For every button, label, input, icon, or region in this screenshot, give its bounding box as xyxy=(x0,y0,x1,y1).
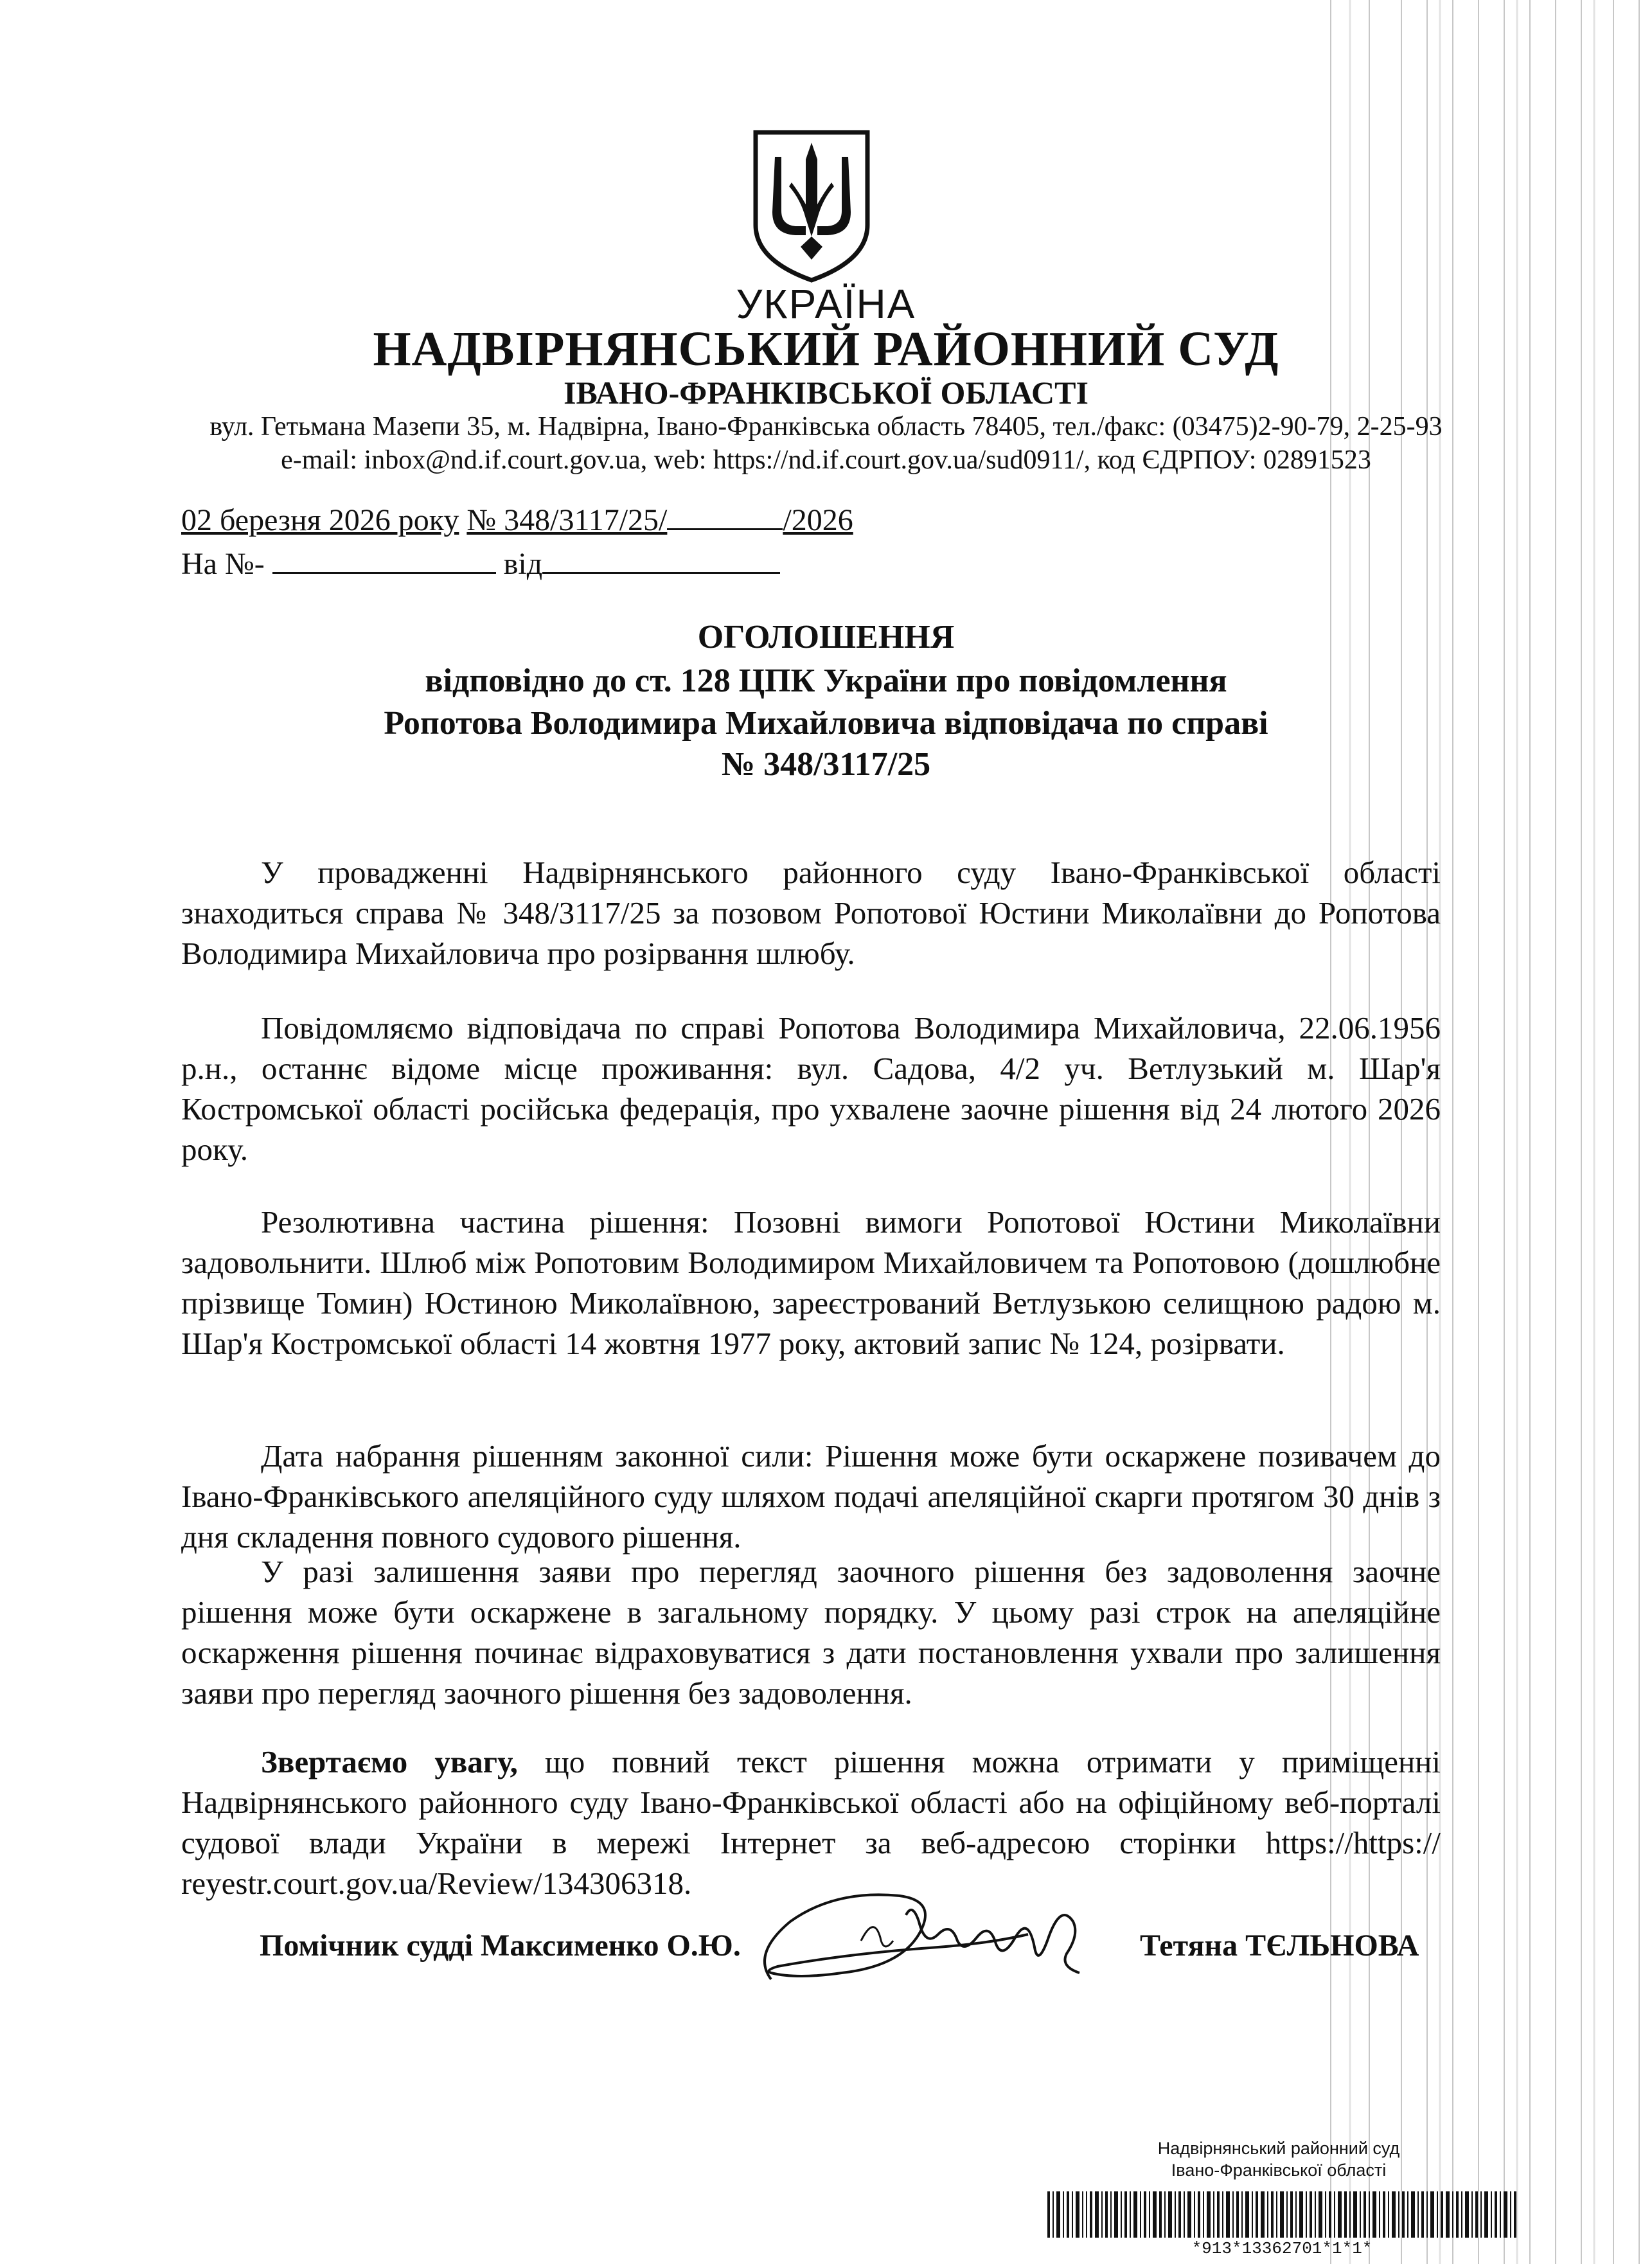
incoming-reference-line xyxy=(181,546,780,582)
paragraph-case: У провадженні Надвірнянського районного суду Івано-Франківської області знаходиться справа № 348/3117/25 за позовом Ропотової Юстини Миколаївни до Ропотова Володимира Михайловича про розірвання шлюбу. xyxy=(181,855,1441,971)
paragraph-defendant-notice: Повідомляємо відповідача по справі Ропотова Володимира Михайловича, 22.06.1956 р.н., останнє відоме місце проживання: вул. Садова, 4/2 уч. Ветлузький м. Шар'я Костромської області російська федерація, про ухвалене заочне рішення від 24 лютого 2026 року. xyxy=(181,1010,1441,1167)
paragraph-effective-date: Дата набрання рішенням законної сили: Рішення може бути оскаржене позивачем до Івано-Франківського апеляційного суду шляхом подачі апеляційної скарги протягом 30 днів з дня складення повного судового рішення. xyxy=(181,1438,1441,1555)
paragraph-resolution: Резолютивна частина рішення: Позовні вимоги Ропотової Юстини Миколаївни задовольнити. Шлюб між Ропотовим Володимиром Михайловичем та Ропотовою (дошлюбне прізвище Томин) Юстиною Миколаївною, зареєстрований Ветлузькою селищною радою м. Шар'я Костромської області 14 жовтня 1977 року, актовий запис № 124, розірвати. xyxy=(181,1204,1441,1361)
attention-text: що повний текст рішення можна отримати у приміщенні Надвірнянського районного суду Івано-Франківської області або на офіційному веб-порталі судової влади України в мережі Інтернет за веб-адресою сторінки https://https:// reyestr.court.gov.ua/Review/134306318. xyxy=(181,1744,1441,1901)
incoming-date-label: від xyxy=(503,547,543,581)
incoming-number-label: На №- xyxy=(181,547,265,581)
court-contacts: e-mail: inbox@nd.if.court.gov.ua, web: https://nd.if.court.gov.ua/sud0911/, код ЄДРПОУ: 02891523 xyxy=(281,445,1371,475)
reference-number: № 348/3117/25/ xyxy=(466,503,668,537)
barcode-number: *913*13362701*1*1* xyxy=(1191,2239,1372,2258)
stamp-region: Івано-Франківської області xyxy=(1171,2161,1387,2180)
signature-image xyxy=(745,1876,1105,2005)
attention-label: Звертаємо увагу, xyxy=(261,1744,518,1779)
notice-subtitle: відповідно до ст. 128 ЦПК України про повідомлення xyxy=(425,663,1227,699)
stamp-court: Надвірнянський районний суд xyxy=(1157,2139,1400,2158)
paragraph-appeal: У разі залишення заяви про перегляд заочного рішення без задоволення заочне рішення може бути оскаржене в загальному порядку. У цьому разі строк на апеляційне оскарження рішення починає відраховуватися з дати постановлення ухвали про залишення заяви про перегляд заочного рішення без задоволення. xyxy=(181,1554,1441,1711)
country-name: УКРАЇНА xyxy=(736,281,916,327)
reference-line xyxy=(181,503,853,538)
court-address: вул. Гетьмана Мазепи 35, м. Надвірна, Івано-Франківська область 78405, тел./факс: (03475)2-90-79, 2-25-93 xyxy=(209,412,1443,441)
reference-date: 02 березня 2026 року xyxy=(181,503,459,537)
court-region: ІВАНО-ФРАНКІВСЬКОЇ ОБЛАСТІ xyxy=(564,375,1088,411)
judge-name: Тетяна ТЄЛЬНОВА xyxy=(1140,1929,1419,1963)
barcode-image xyxy=(1047,2191,1516,2238)
assistant-judge-name: Помічник судді Максименко О.Ю. xyxy=(260,1929,741,1963)
notice-defendant: Ропотова Володимира Михайловича відповідача по справі xyxy=(384,705,1268,742)
notice-title: ОГОЛОШЕННЯ xyxy=(697,619,955,655)
reference-year: /2026 xyxy=(783,503,853,537)
trident-emblem-icon xyxy=(751,129,873,283)
notice-case-number: № 348/3117/25 xyxy=(721,746,931,783)
court-name: НАДВІРНЯНСЬКИЙ РАЙОННИЙ СУД xyxy=(373,322,1279,376)
